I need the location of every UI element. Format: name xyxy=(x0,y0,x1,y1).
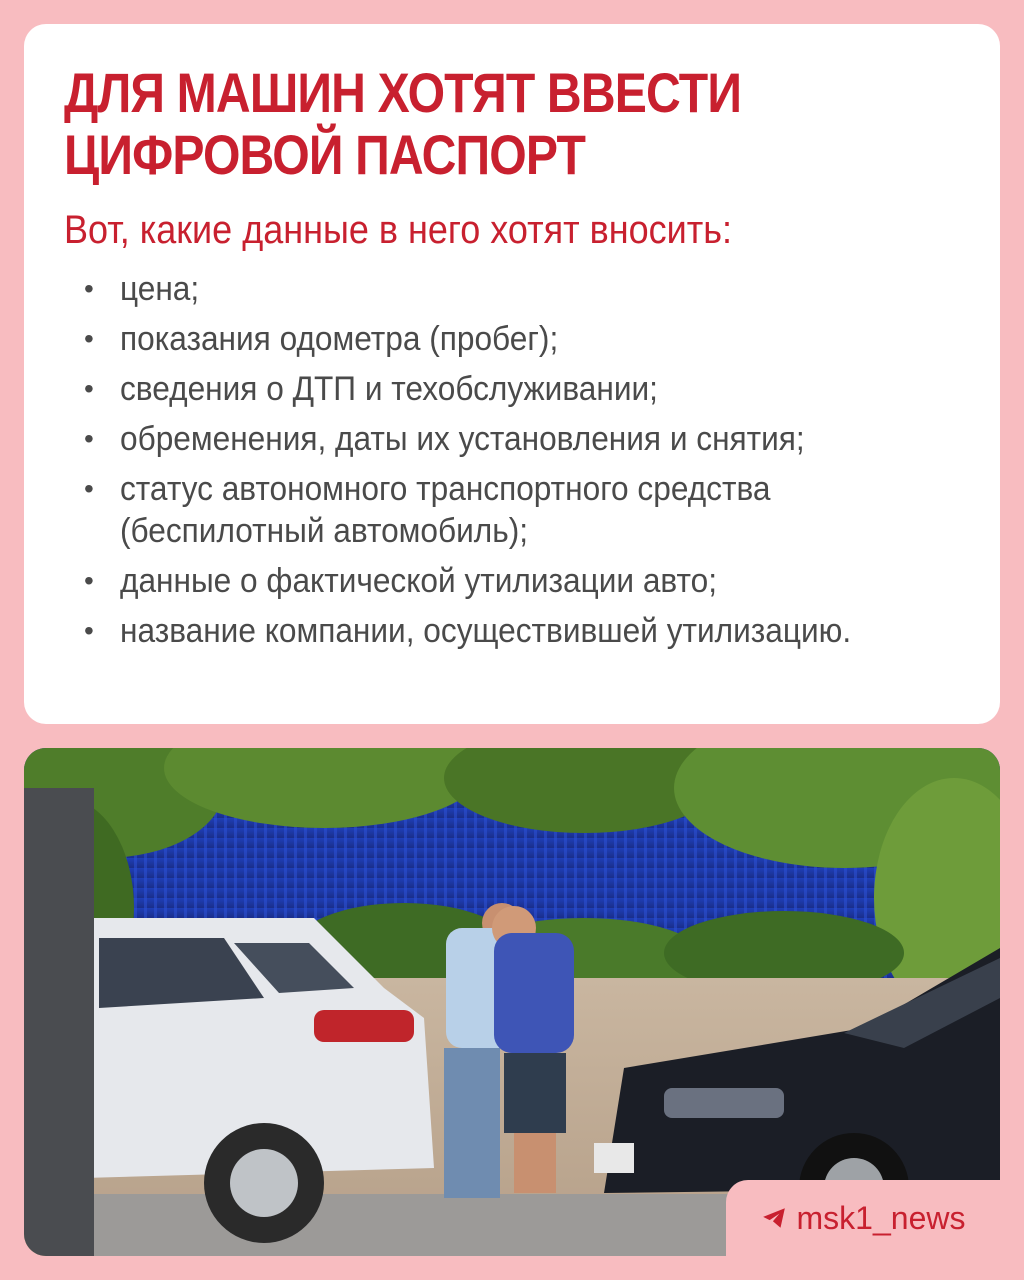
list-item-text: сведения о ДТП и техобслуживании; xyxy=(120,370,658,408)
data-list xyxy=(64,268,962,652)
list-item xyxy=(64,610,962,652)
subheadline: Вот, какие данные в него хотят вносить: xyxy=(64,208,732,252)
list-item-text: показания одометра (пробег); xyxy=(120,320,559,358)
list-item xyxy=(64,560,962,602)
headline-line-2: ЦИФРОВОЙ ПАСПОРТ xyxy=(64,123,586,186)
list-item xyxy=(64,418,962,460)
list-item-text: цена; xyxy=(120,270,200,308)
source-badge xyxy=(726,1180,1000,1256)
headline xyxy=(64,62,958,186)
info-card xyxy=(24,24,1000,724)
list-item xyxy=(64,368,962,410)
list-item xyxy=(64,318,962,360)
list-item-text: название компании, осуществившей утилизацию. xyxy=(120,612,852,650)
list-item xyxy=(64,468,962,552)
channel-name: msk1_news xyxy=(796,1199,966,1236)
list-item-text: статус автономного транспортного средства (беспилотный автомобиль); xyxy=(120,470,771,550)
list-item xyxy=(64,268,962,310)
list-item-text: данные о фактической утилизации авто; xyxy=(120,562,718,600)
telegram-icon xyxy=(761,1205,787,1231)
list-item-text: обременения, даты их установления и снятия; xyxy=(120,420,805,458)
headline-line-1: ДЛЯ МАШИН ХОТЯТ ВВЕСТИ xyxy=(64,61,742,124)
